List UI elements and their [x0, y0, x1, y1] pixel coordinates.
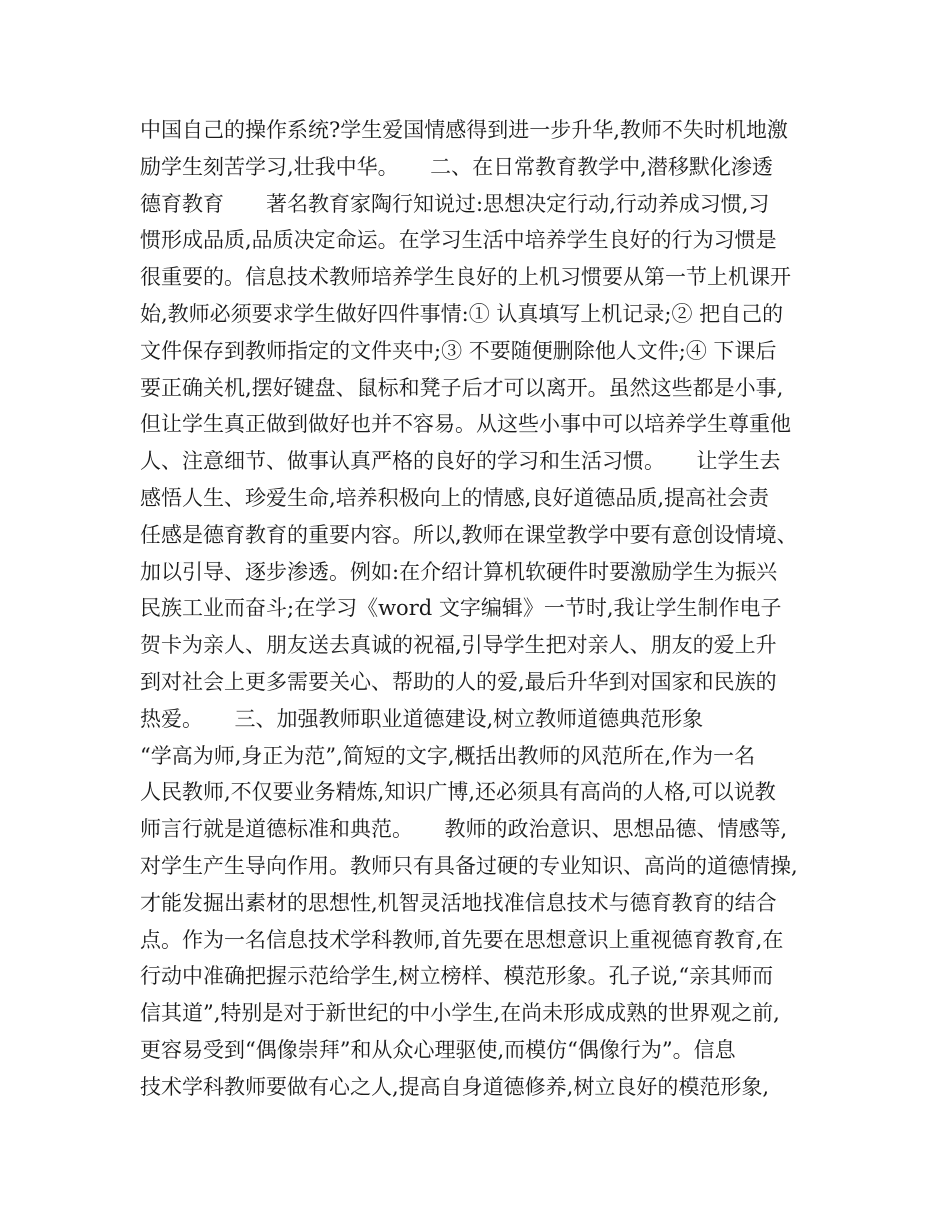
text-line: 师言行就是道德标准和典范。 教师的政治意识、思想品德、情感等, — [140, 817, 788, 842]
text-line: 人、注意细节、做事认真严格的良好的学习和生活习惯。 让学生去 — [140, 449, 781, 474]
text-line: 到对社会上更多需要关心、帮助的人的爱,最后升华到对国家和民族的 — [140, 669, 777, 694]
text-line: 文件保存到教师指定的文件夹中;③ 不要随便删除他人文件;④ 下课后 — [140, 338, 777, 363]
text-line: 贺卡为亲人、朋友送去真诚的祝福,引导学生把对亲人、朋友的爱上升 — [140, 633, 777, 658]
text-line: 民族工业而奋斗;在学习《word 文字编辑》一节时,我让学生制作电子 — [140, 596, 782, 621]
text-line: 信其道”,特别是对于新世纪的中小学生,在尚未形成成熟的世界观之前, — [140, 1001, 780, 1026]
text-line: 始,教师必须要求学生做好四件事情:① 认真填写上机记录;② 把自己的 — [140, 301, 784, 326]
text-line: 行动中准确把握示范给学生,树立榜样、模范形象。孔子说,“亲其师而 — [140, 964, 774, 989]
text-line: 对学生产生导向作用。教师只有具备过硬的专业知识、高尚的道德情操, — [140, 853, 798, 878]
text-line: 德育教育 著名教育家陶行知说过:思想决定行动,行动养成习惯,习 — [140, 191, 770, 216]
text-line: 惯形成品质,品质决定命运。在学习生活中培养学生良好的行为习惯是 — [140, 228, 777, 253]
text-line: 任感是德育教育的重要内容。所以,教师在课堂教学中要有意创设情境、 — [140, 522, 798, 547]
text-line: 很重要的。信息技术教师培养学生良好的上机习惯要从第一节上机课开 — [140, 265, 791, 290]
text-line: 要正确关机,摆好键盘、鼠标和凳子后才可以离开。虽然这些都是小事, — [140, 375, 784, 400]
text-line: 中国自己的操作系统?学生爱国情感得到进一步升华,教师不失时机地激 — [140, 118, 788, 142]
body-text — [140, 112, 830, 1106]
text-line: 感悟人生、珍爱生命,培养积极向上的情感,良好道德品质,提高社会责 — [140, 485, 770, 510]
text-line: 但让学生真正做到做好也并不容易。从这些小事中可以培养学生尊重他 — [140, 412, 791, 437]
text-line: 人民教师,不仅要业务精炼,知识广博,还必须具有高尚的人格,可以说教 — [140, 780, 776, 805]
text-line: 技术学科教师要做有心之人,提高自身道德修养,树立良好的模范形象, — [140, 1074, 770, 1099]
text-line: 励学生刻苦学习,壮我中华。 二、在日常教育教学中,潜移默化渗透 — [140, 154, 773, 179]
text-line: 点。作为一名信息技术学科教师,首先要在思想意识上重视德育教育,在 — [140, 927, 784, 952]
text-line: 更容易受到“偶像崇拜”和从众心理驱使,而模仿“偶像行为”。信息 — [140, 1037, 736, 1062]
text-line: “学高为师,身正为范”,简短的文字,概括出教师的风范所在,作为一名 — [140, 743, 756, 768]
text-line: 加以引导、逐步渗透。例如:在介绍计算机软硬件时要激励学生为振兴 — [140, 559, 778, 584]
text-line: 热爱。 三、加强教师职业道德建设,树立教师道德典范形象 — [140, 706, 704, 731]
text-line: 才能发掘出素材的思想性,机智灵活地找准信息技术与德育教育的结合 — [140, 890, 777, 915]
